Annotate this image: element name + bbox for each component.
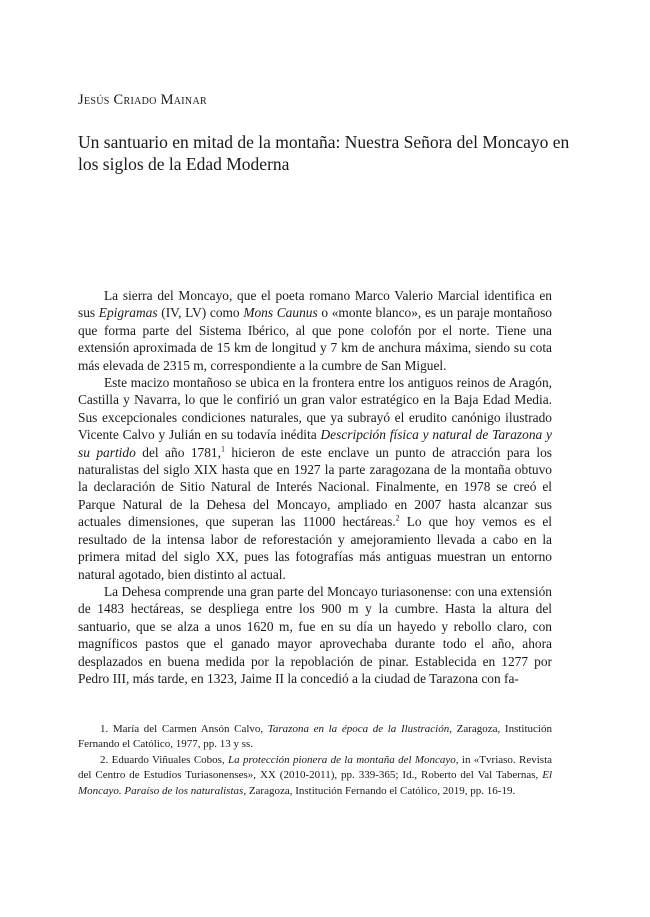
footnote-2: 2. Eduardo Viñuales Cobos, La protección pionera de la montaña del Moncayo, in «Tvriaso. Revista del Centro de Estudios Turiasonenses», XX (2010-2011), pp. 339-365; Id., Roberto del Val Tabernas, El Moncayo. Paraíso de los naturalistas, Zaragoza, Institución Fernando el Católico, 2019, pp. 16-19. bbox=[78, 753, 553, 797]
italic-text: Epigramas bbox=[98, 305, 158, 321]
article-body bbox=[78, 287, 552, 687]
italic-text: Descripción física y natural de Tarazona y su partido bbox=[78, 427, 552, 460]
body-paragraph-1: La sierra del Moncayo, que el poeta romano Marco Valerio Marcial identifica en sus Epigramas (IV, LV) como Mons Caunus o «monte blanco», es un paraje montañoso que forma parte del Sistema Ibérico, al que pone colofón por el norte. Tiene una extensión aproximada de 15 km de longitud y 7 km de anchura máxima, siendo su cota más elevada de 2315 m, correspondiente a la cumbre de San Miguel. bbox=[78, 288, 552, 373]
footnote-reference: 1 bbox=[220, 444, 225, 454]
italic-text: El Moncayo. Paraíso de los naturalistas bbox=[78, 769, 552, 797]
footnote-reference: 2 bbox=[395, 513, 400, 523]
footnote-1: 1. María del Carmen Ansón Calvo, Tarazona en la época de la Ilustración, Zaragoza, Institución Fernando el Católico, 1977, pp. 13 y ss. bbox=[78, 723, 552, 751]
italic-text: Tarazona en la época de la Ilustración bbox=[267, 723, 450, 735]
body-paragraph-2: Este macizo montañoso se ubica en la frontera entre los antiguos reinos de Aragón, Castilla y Navarra, lo que le confirió un gran valor estratégico en la Baja Edad Media. Sus excepcionales condiciones naturales, que ya subrayó el erudito canónigo ilustrado Vicente Calvo y Julián en su todavía inédita Descripción física y natural de Tarazona y su partido del año 1781,$^1$ hicieron de este enclave un punto de atracción para los naturalistas del siglo XIX hasta que en 1927 la parte zaragozana de la montaña obtuvo la declaración de Sitio Natural de Interés Nacional. Finalmente, en 1978 se creó el Parque Natural de la Dehesa del Moncayo, ampliado en 2007 hasta alcanzar sus actuales dimensiones, que superan las 11000 hectáreas.$^2$ Lo que hoy vemos es el resultado de la intensa labor de reforestación y amejoramiento llevada a cabo en la primera mitad del siglo XX, pues las fotografías más antiguas muestran un entorno natural agotado, bien distinto al actual. bbox=[78, 375, 552, 582]
italic-text: La protección pionera de la montaña del Moncayo bbox=[228, 753, 456, 766]
article-title: Un santuario en mitad de la montaña: Nuestra Señora del Moncayo en los siglos de la Edad Moderna bbox=[78, 132, 570, 174]
author-name: Jesús Criado Mainar bbox=[78, 92, 207, 108]
body-paragraph-3: La Dehesa comprende una gran parte del Moncayo turiasonense: con una extensión de 1483 hectáreas, se despliega entre los 900 m y la cumbre. Hasta la altura del santuario, que se alza a unos 1620 m, fue en su día un hayedo y rebollo claro, con magníficos pastos que el ganado mayor aprovechaba durante todo el año, ahora desplazados en buena medida por la repoblación de pinar. Establecida en 1277 por Pedro III, más tarde, en 1323, Jaime II la concedió a la ciudad de Tarazona con fa- bbox=[78, 583, 552, 686]
footnotes bbox=[78, 722, 552, 799]
italic-text: Mons Caunus bbox=[243, 305, 318, 321]
